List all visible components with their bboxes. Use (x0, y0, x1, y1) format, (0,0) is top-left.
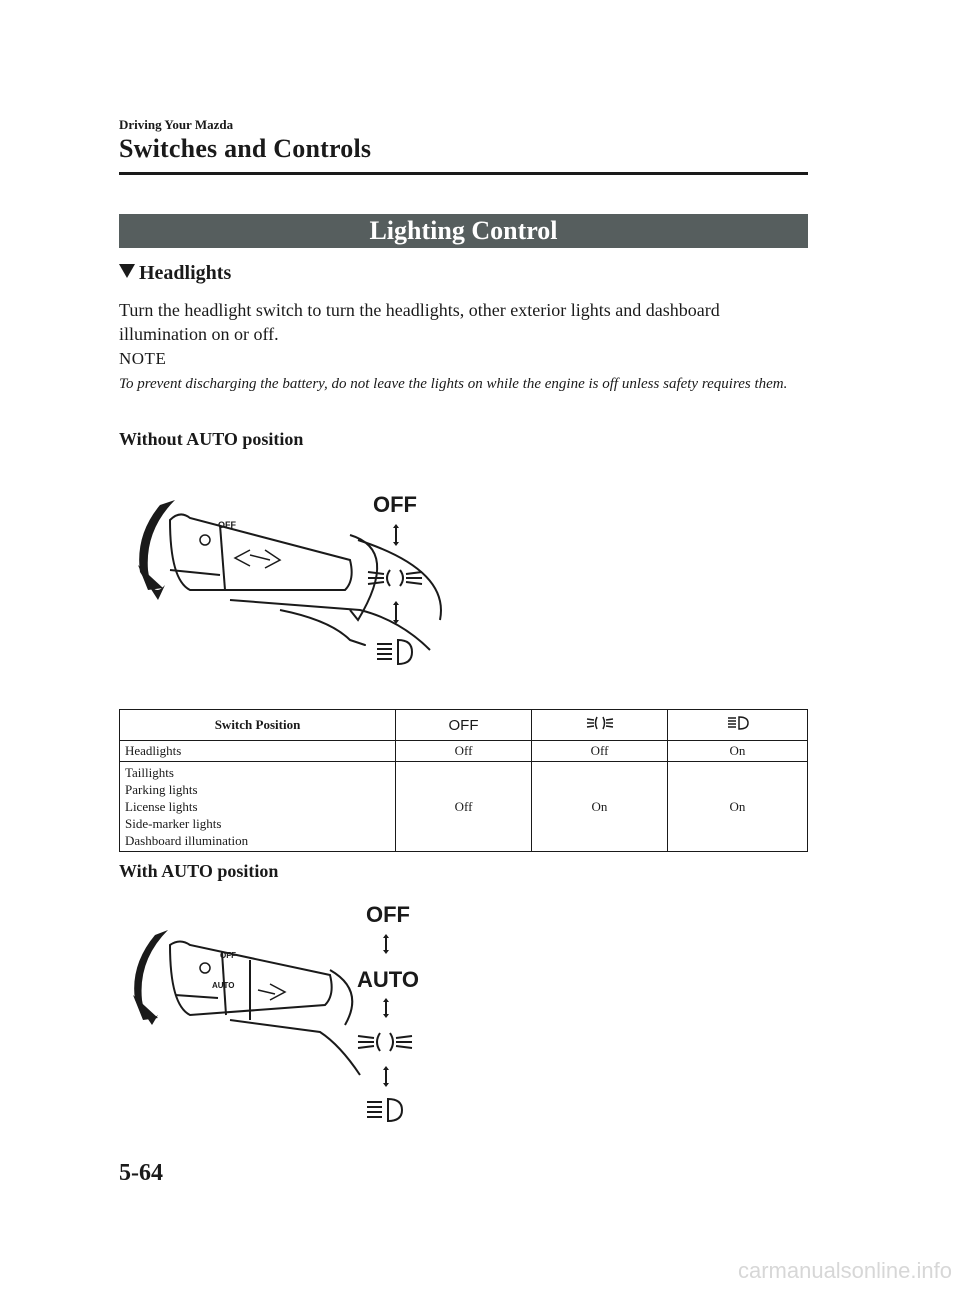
row-label (120, 741, 396, 762)
auto-label: AUTO (357, 967, 419, 992)
stalk-off-label: OFF (220, 951, 236, 960)
table-cell: Off (396, 741, 532, 762)
table-header-headlight (668, 710, 808, 741)
parking-light-icon (368, 570, 422, 586)
rotate-arrow-icon (134, 930, 168, 1025)
figure1-position-labels (360, 490, 430, 675)
table-cell: On (668, 741, 808, 762)
parking-light-icon (586, 715, 614, 731)
figure1-caption: Without AUTO position (119, 429, 304, 449)
row-label-line: Dashboard illumination (125, 833, 249, 848)
table-header-label: Switch Position (120, 710, 396, 741)
off-label: OFF (373, 492, 417, 517)
headlight-icon (367, 1099, 402, 1121)
page-number: 5-64 (119, 1160, 163, 1186)
table-cell: On (532, 762, 668, 852)
headlight-icon (726, 715, 750, 731)
row-label-line: Headlights (125, 743, 182, 758)
table-row (120, 762, 808, 852)
row-label-line: Parking lights (125, 782, 198, 797)
table-cell: Off (532, 741, 668, 762)
switch-position-table (119, 709, 808, 852)
table-header-off: OFF (396, 710, 532, 741)
figure2-stalk-diagram (130, 920, 370, 1090)
page-title: Switches and Controls (119, 134, 372, 163)
triangle-bullet-icon (119, 264, 135, 278)
body-paragraph: Turn the headlight switch to turn the headlights, other exterior lights and dashboard illumination on or off. (119, 300, 720, 344)
section-label: Driving Your Mazda (119, 117, 234, 132)
stalk-auto-label: AUTO (212, 981, 235, 990)
table-cell: On (668, 762, 808, 852)
table-row (120, 741, 808, 762)
figure2-caption: With AUTO position (119, 861, 279, 881)
note-label: NOTE (119, 349, 167, 368)
note-text: To prevent discharging the battery, do not leave the lights on while the engine is off unless safety requires them. (119, 376, 788, 392)
headlight-icon (377, 640, 412, 664)
row-label-line: License lights (125, 799, 198, 814)
table-header-parking (532, 710, 668, 741)
footer-watermark: carmanualsonline.info (737, 1258, 952, 1283)
parking-light-icon (358, 1033, 412, 1051)
row-label (120, 762, 396, 852)
stalk-off-label: OFF (218, 520, 236, 530)
subheading (119, 262, 231, 285)
table-cell: Off (396, 762, 532, 852)
subheading-text: Headlights (139, 262, 232, 284)
figure2-position-labels (352, 900, 432, 1125)
row-label-line: Side-marker lights (125, 816, 222, 831)
section-banner: Lighting Control (119, 214, 808, 248)
row-label-line: Taillights (125, 765, 174, 780)
title-rule (119, 172, 808, 175)
off-label: OFF (366, 902, 410, 927)
